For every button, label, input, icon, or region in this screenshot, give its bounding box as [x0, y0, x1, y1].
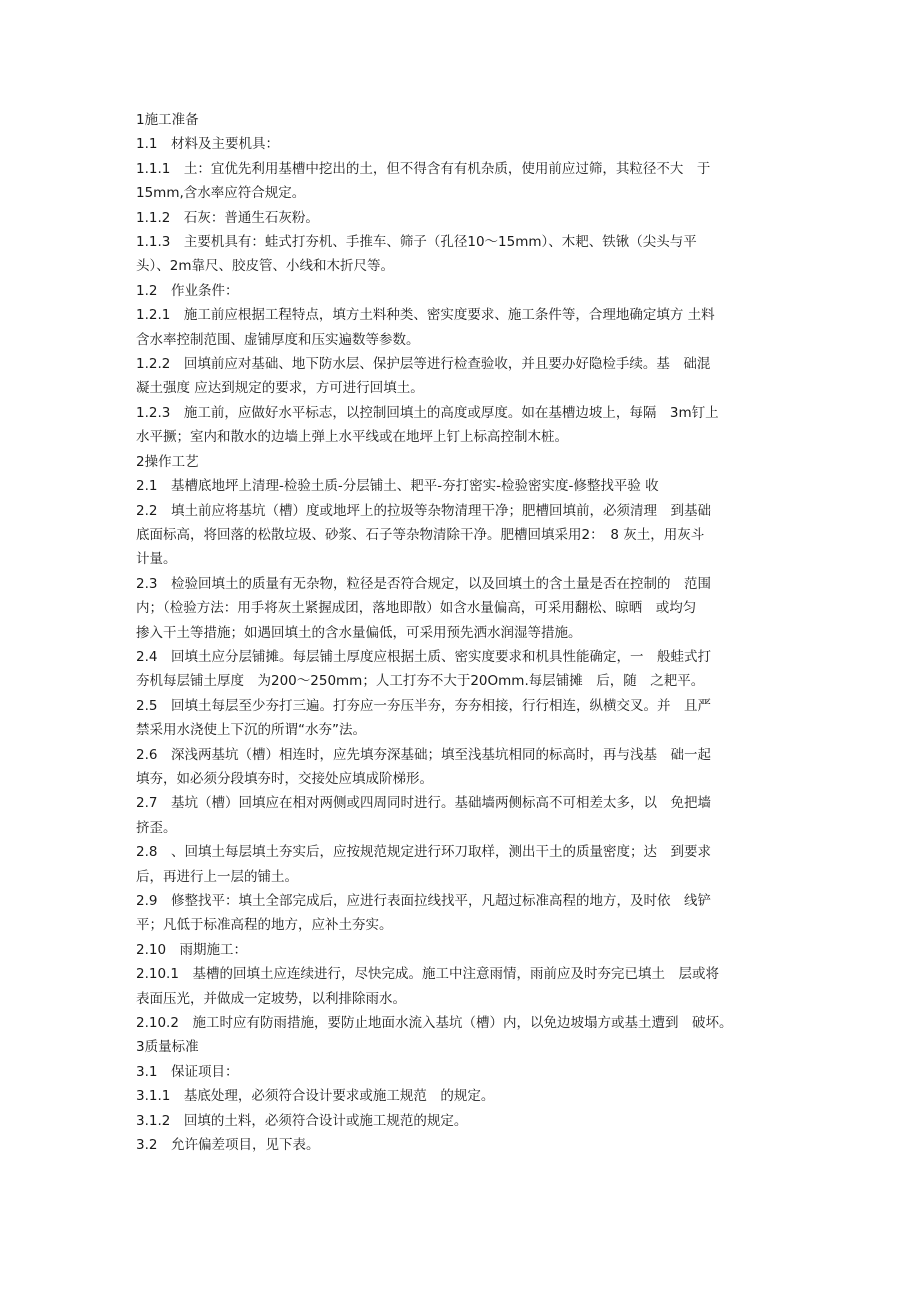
subsection-heading-1-2: 1.2 作业条件： — [136, 282, 239, 299]
text-line: 2.6 深浅两基坑（槽）相连时，应先填夯深基础；填至浅基坑相同的标高时，再与浅基 础一起 — [136, 746, 711, 763]
text-line: 2.2 填土前应将基坑（槽）度或地坪上的拉圾等杂物清理干净；肥槽回填前，必须清理 到基础 — [136, 502, 711, 519]
subsection-heading-2-10: 2.10 雨期施工： — [136, 941, 248, 958]
text-line: 1.2.2 回填前应对基础、地下防水层、保护层等进行检查验收，并且要办好隐检手续。基 础混 — [136, 356, 711, 373]
text-line: 2.8 、回填土每层填土夯实后，应按规范规定进行环刀取样，测出干土的质量密度；达 到要求 — [136, 844, 711, 861]
text-line: 15mm,含水率应符合规定。 — [136, 185, 306, 202]
text-line: 2.3 检验回填土的质量有无杂物，粒径是否符合规定，以及回填土的含土量是否在控制的 范围 — [136, 575, 711, 592]
text-line: 2.4 回填土应分层铺摊。每层铺土厚度应根据土质、密实度要求和机具性能确定，一 般蛙式打 — [136, 648, 711, 665]
text-line: 1.2.3 施工前，应做好水平标志，以控制回填土的高度或厚度。如在基槽边坡上，每隔 3m钉上 — [136, 404, 719, 421]
text-line: 含水率控制范围、虚铺厚度和压实遍数等参数。 — [136, 331, 420, 348]
text-line: 2.10.1 基槽的回填土应连续进行，尽快完成。施工中注意雨情，雨前应及时夯完已填土 层或将 — [136, 966, 719, 983]
text-line: 掺入干土等措施；如遇回填土的含水量偏低，可采用预先洒水润湿等措施。 — [136, 624, 582, 641]
text-line: 头）、2m靠尺、胶皮管、小线和木折尺等。 — [136, 258, 394, 275]
text-line: 禁采用水浇使上下沉的所谓“水夯”法。 — [136, 722, 366, 739]
subsection-heading-3-2: 3.2 允许偏差项目，见下表。 — [136, 1137, 320, 1154]
text-line: 凝土强度 应达到规定的要求，方可进行回填土。 — [136, 380, 424, 397]
text-line: 底面标高，将回落的松散垃圾、砂浆、石子等杂物清除干净。肥槽回填采用2： 8 灰土，用灰斗 — [136, 526, 705, 543]
text-line: 1.1.2 石灰：普通生石灰粉。 — [136, 209, 319, 226]
text-line: 填夯，如必须分段填夯时，交接处应填成阶梯形。 — [136, 770, 433, 787]
text-line: 3.1.2 回填的土料，必须符合设计或施工规范的规定。 — [136, 1112, 468, 1129]
text-line: 夯机每层铺土厚度 为200～250mm；人工打夯不大于20Omm.每层铺摊 后，随 之耙平。 — [136, 673, 705, 690]
text-line: 水平撅；室内和散水的边墙上弹上水平线或在地坪上钉上标高控制木桩。 — [136, 429, 568, 446]
text-line: 2.1 基槽底地坪上清理-检验土质-分层铺土、耙平-夯打密实-检验密实度-修整找平验 收 — [136, 478, 659, 495]
subsection-heading-3-1: 3.1 保证项目： — [136, 1063, 239, 1080]
text-line: 3.1.1 基底处理，必须符合设计要求或施工规范 的规定。 — [136, 1088, 495, 1105]
text-line: 2.10.2 施工时应有防雨措施，要防止地面水流入基坑（槽）内，以免边坡塌方或基土遭到 破坏。 — [136, 1015, 733, 1032]
text-line: 1.2.1 施工前应根据工程特点，填方土料种类、密实度要求、施工条件等，合理地确定填方 土料 — [136, 307, 715, 324]
text-line: 内；（检验方法：用手将灰土紧握成团，落地即散）如含水量偏高，可采用翻松、晾晒 或均匀 — [136, 600, 697, 617]
text-line: 挤歪。 — [136, 819, 177, 836]
text-line: 2.5 回填土每层至少夯打三遍。打夯应一夯压半夯，夯夯相接，行行相连，纵横交叉。并 且严 — [136, 697, 711, 714]
text-line: 平；凡低于标准高程的地方，应补土夯实。 — [136, 917, 393, 934]
text-line: 2.7 基坑（槽）回填应在相对两侧或四周同时进行。基础墙两侧标高不可相差太多，以 免把墙 — [136, 795, 711, 812]
section-heading-3: 3质量标准 — [136, 1039, 199, 1056]
text-line: 计量。 — [136, 551, 177, 568]
subsection-heading-1-1: 1.1 材料及主要机具： — [136, 136, 279, 153]
text-line: 2.9 修整找平：填土全部完成后，应进行表面拉线找平，凡超过标准高程的地方，及时依 线铲 — [136, 893, 711, 909]
section-heading-1: 1施工准备 — [136, 112, 199, 128]
text-line: 后，再进行上一层的铺土。 — [136, 868, 298, 885]
section-heading-2: 2操作工艺 — [136, 453, 199, 470]
text-line: 表面压光，并做成一定坡势，以利排除雨水。 — [136, 990, 406, 1007]
document-body — [136, 108, 786, 1157]
text-line: 1.1.3 主要机具有：蛙式打夯机、手推车、筛子（孔径10～15mm）、木耙、铁锹（尖头与平 — [136, 234, 697, 251]
text-line: 1.1.1 土：宜优先利用基槽中挖出的土，但不得含有有机杂质，使用前应过筛，其粒径不大 于 — [136, 160, 711, 177]
